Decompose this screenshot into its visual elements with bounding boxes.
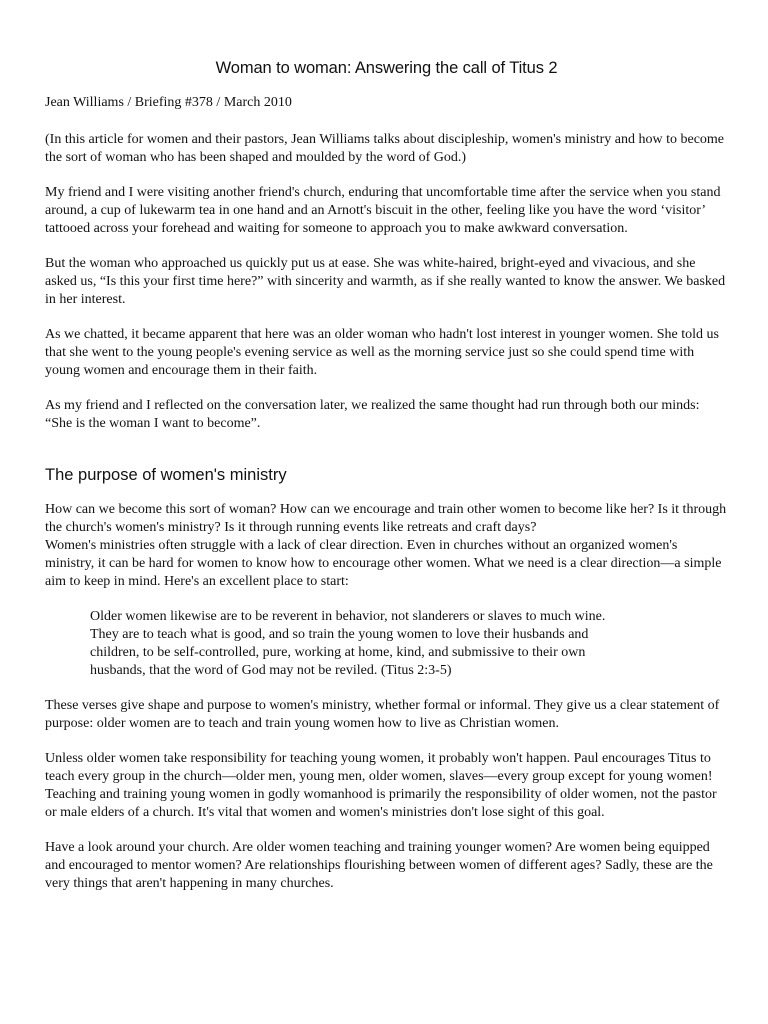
paragraph-verses-purpose: These verses give shape and purpose to women's ministry, whether formal or informal. They give us a clear statement of purpose: older women are to teach and train young women how to live as Christian women. xyxy=(45,698,720,731)
scripture-quote xyxy=(90,608,660,680)
paragraph-woman-approached: But the woman who approached us quickly put us at ease. She was white-haired, bright-eyed and vivacious, and she asked us, “Is this your first time here?” with sincerity and warmth, as if she really wanted to know the answer. We basked in her interest. xyxy=(45,256,726,307)
paragraph-reflected: As my friend and I reflected on the conversation later, we realized the same thought had run through both our minds: “She is the woman I want to become”. xyxy=(45,398,700,431)
paragraph-questions-a: How can we become this sort of woman? How can we encourage and train other women to become like her? Is it through the church's women's ministry? Is it through running events like retreats and craft days? xyxy=(45,502,727,535)
quote-line: children, to be self-controlled, pure, working at home, kind, and submissive to their own xyxy=(90,645,586,660)
quote-line: husbands, that the word of God may not be reviled. (Titus 2:3-5) xyxy=(90,663,452,678)
byline: Jean Williams / Briefing #378 / March 2010 xyxy=(45,95,292,110)
paragraph-visit: My friend and I were visiting another friend's church, enduring that uncomfortable time after the service when you stand around, a cup of lukewarm tea in one hand and an Arnott's biscuit in the other, feeling like you have the word ‘visitor’ tattooed across your forehead and waiting for someone to approach you to make awkward conversation. xyxy=(45,185,721,236)
paragraph-chatted: As we chatted, it became apparent that here was an older woman who hadn't lost interest in younger women. She told us that she went to the young people's evening service as well as the morning service just so she could spend time with young women and encourage them in their faith. xyxy=(45,327,719,378)
intro-paragraph: (In this article for women and their pastors, Jean Williams talks about discipleship, women's ministry and how to become the sort of woman who has been shaped and moulded by the word of God.) xyxy=(45,132,725,165)
section-heading: The purpose of women's ministry xyxy=(45,466,287,484)
document-title: Woman to woman: Answering the call of Titus 2 xyxy=(215,59,558,77)
quote-line: Older women likewise are to be reverent in behavior, not slanderers or slaves to much wine. xyxy=(90,609,606,624)
paragraph-look-around: Have a look around your church. Are older women teaching and training younger women? Are women being equipped and encouraged to mentor women? Are relationships flourishing between women of different ages? Sadly, these are the very things that aren't happening in many churches. xyxy=(45,840,713,891)
quote-line: They are to teach what is good, and so train the young women to love their husbands and xyxy=(90,627,589,642)
paragraph-questions xyxy=(45,501,728,591)
paragraph-questions-b: Women's ministries often struggle with a lack of clear direction. Even in churches without an organized women's ministry, it can be hard for women to know how to encourage other women. What we need is a clear direction—a simple aim to keep in mind. Here's an excellent place to start: xyxy=(45,538,722,589)
paragraph-responsibility: Unless older women take responsibility for teaching young women, it probably won't happen. Paul encourages Titus to teach every group in the church—older men, young men, older women, slaves—every group except for young women! Teaching and training young women in godly womanhood is primarily the responsibility of older women, not the pastor or male elders of a church. It's vital that women and women's ministries don't lose sight of this goal. xyxy=(45,751,717,820)
